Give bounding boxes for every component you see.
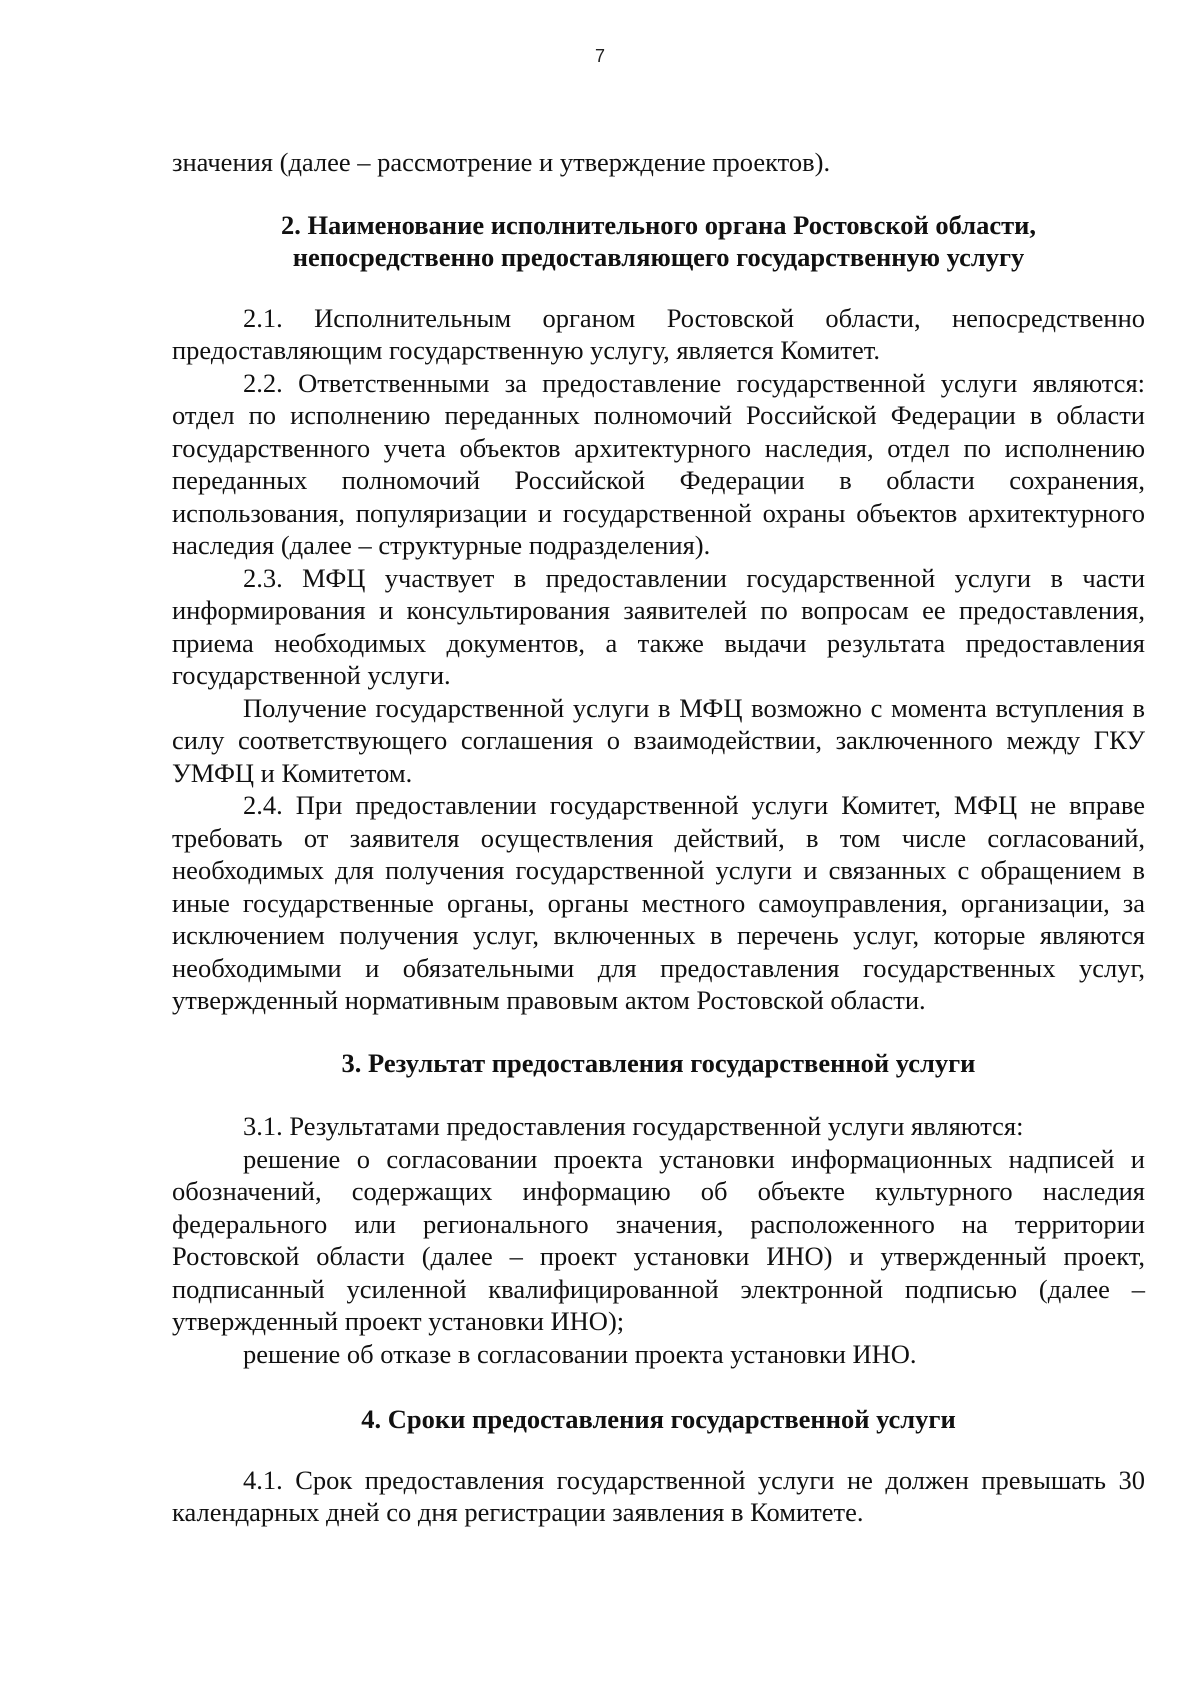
paragraph-2-1: 2.1. Исполнительным органом Ростовской области, непосредственно предоставляющим государственную услугу, является Комитет. <box>172 302 1145 365</box>
page-number: 7 <box>594 46 605 66</box>
section-3-title: 3. Результат предоставления государственной услуги <box>341 1047 976 1078</box>
section-2-title <box>172 209 1145 274</box>
paragraph-2-3-mfc: Получение государственной услуги в МФЦ возможно с момента вступления в силу соответствующего соглашения о взаимодействии, заключенного между ГКУ УМФЦ и Комитетом. <box>172 692 1145 788</box>
paragraph-3-1: 3.1. Результатами предоставления государственной услуги являются: <box>243 1111 1024 1141</box>
document-body <box>172 146 1145 1529</box>
paragraph-3-1-refusal: решение об отказе в согласовании проекта установки ИНО. <box>243 1338 917 1369</box>
section-2-title-line-1: 2. Наименование исполнительного органа Ростовской области, <box>280 209 1037 240</box>
paragraph-3-1-approval: решение о согласовании проекта установки информационных надписей и обозначений, содержащих информацию об объекте культурного наследия федерального или регионального значения, расположенного на территории Ростовской области (далее – проект установки ИНО) и утвержденный проект, подписанный усиленной квалифицированной электронной подписью (далее – утвержденный проект установки ИНО); <box>172 1143 1145 1336</box>
paragraph-2-3: 2.3. МФЦ участвует в предоставлении государственной услуги в части информирования и консультирования заявителей по вопросам ее предоставления, приема необходимых документов, а также выдачи результата предоставления государственной услуги. <box>172 562 1145 690</box>
paragraph-2-2: 2.2. Ответственными за предоставление государственной услуги являются: отдел по исполнению переданных полномочий Российской Федерации в области государственного учета объектов архитектурного наследия, отдел по исполнению переданных полномочий Российской Федерации в области сохранения, использования, популяризации и государственной охраны объектов архитектурного наследия (далее – структурные подразделения). <box>172 367 1145 560</box>
section-2-title-line-2: непосредственно предоставляющего государственную услугу <box>292 242 1025 272</box>
intro-paragraph: значения (далее – рассмотрение и утверждение проектов). <box>172 147 831 177</box>
section-4-title: 4. Сроки предоставления государственной услуги <box>361 1404 956 1434</box>
paragraph-4-1: 4.1. Срок предоставления государственной услуги не должен превышать 30 календарных дней со дня регистрации заявления в Комитете. <box>172 1464 1145 1527</box>
paragraph-2-4: 2.4. При предоставлении государственной услуги Комитет, МФЦ не вправе требовать от заявителя осуществления действий, в том числе согласований, необходимых для получения государственной услуги и связанных с обращением в иные государственные органы, органы местного самоуправления, организации, за исключением получения услуг, включенных в перечень услуг, которые являются необходимыми и обязательными для предоставления государственных услуг, утвержденный нормативным правовым актом Ростовской области. <box>172 790 1145 1015</box>
